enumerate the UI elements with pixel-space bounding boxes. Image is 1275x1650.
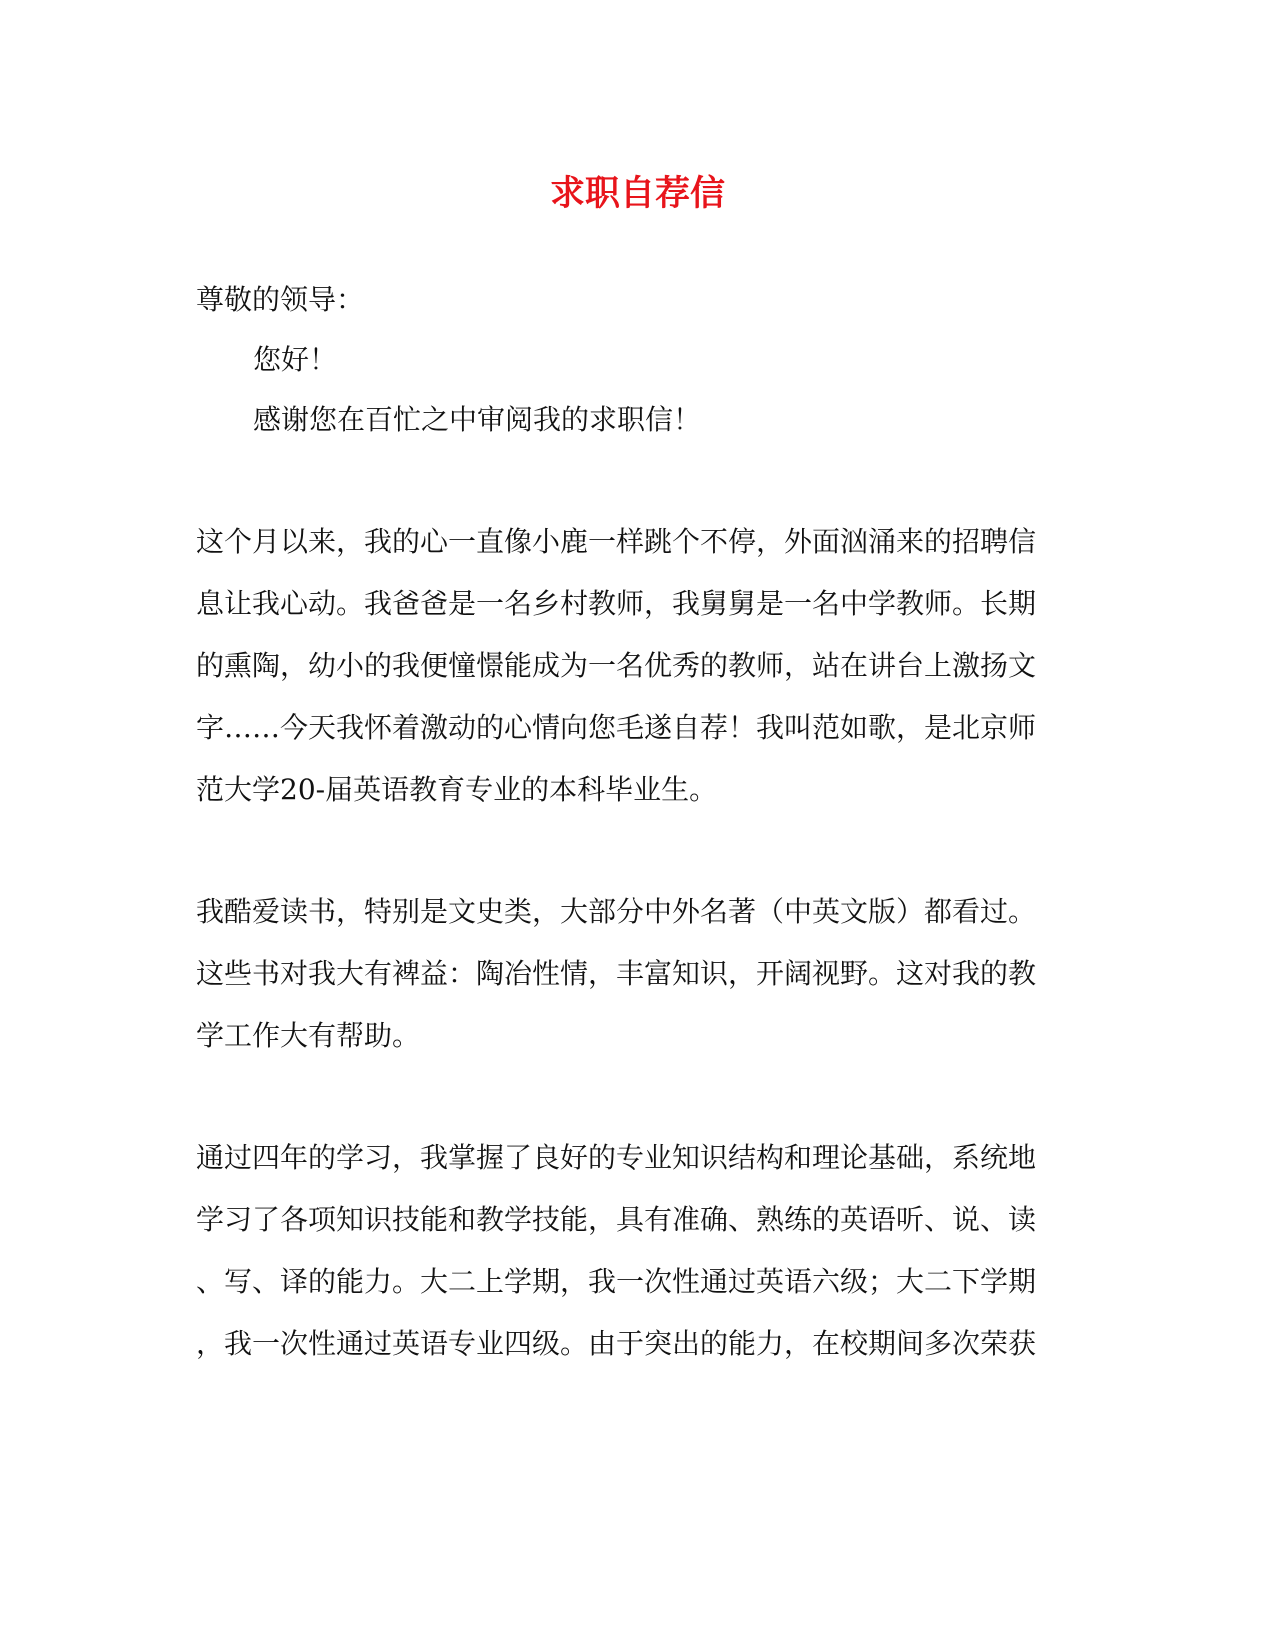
paragraph-2-line-2: 这些书对我大有裨益：陶冶性情，丰富知识，开阔视野。这对我的教 bbox=[196, 957, 1037, 990]
salutation: 尊敬的领导： bbox=[196, 283, 365, 316]
paragraph-3-line-2: 学习了各项知识技能和教学技能，具有准确、熟练的英语听、说、读 bbox=[196, 1203, 1037, 1236]
thanks-line: 感谢您在百忙之中审阅我的求职信！ bbox=[253, 403, 702, 436]
greeting: 您好！ bbox=[253, 343, 338, 376]
paragraph-2-line-1: 我酷爱读书，特别是文史类，大部分中外名著（中英文版）都看过。 bbox=[196, 895, 1037, 928]
paragraph-2-line-3: 学工作大有帮助。 bbox=[196, 1019, 421, 1052]
paragraph-1-line-1: 这个月以来，我的心一直像小鹿一样跳个不停，外面汹涌来的招聘信 bbox=[196, 525, 1037, 558]
paragraph-3-line-1: 通过四年的学习，我掌握了良好的专业知识结构和理论基础，系统地 bbox=[196, 1141, 1037, 1174]
paragraph-3-line-4: ，我一次性通过英语专业四级。由于突出的能力，在校期间多次荣获 bbox=[196, 1327, 1037, 1360]
paragraph-1-line-2: 息让我心动。我爸爸是一名乡村教师，我舅舅是一名中学教师。长期 bbox=[196, 587, 1037, 620]
paragraph-1-line-5: 范大学20-届英语教育专业的本科毕业生。 bbox=[196, 773, 718, 806]
paragraph-3-line-3: 、写、译的能力。大二上学期，我一次性通过英语六级；大二下学期 bbox=[196, 1265, 1037, 1298]
paragraph-1-line-3: 的熏陶，幼小的我便憧憬能成为一名优秀的教师，站在讲台上激扬文 bbox=[196, 649, 1037, 682]
paragraph-1-line-4: 字……今天我怀着激动的心情向您毛遂自荐！我叫范如歌，是北京师 bbox=[196, 711, 1037, 744]
document-title: 求职自荐信 bbox=[549, 173, 725, 214]
